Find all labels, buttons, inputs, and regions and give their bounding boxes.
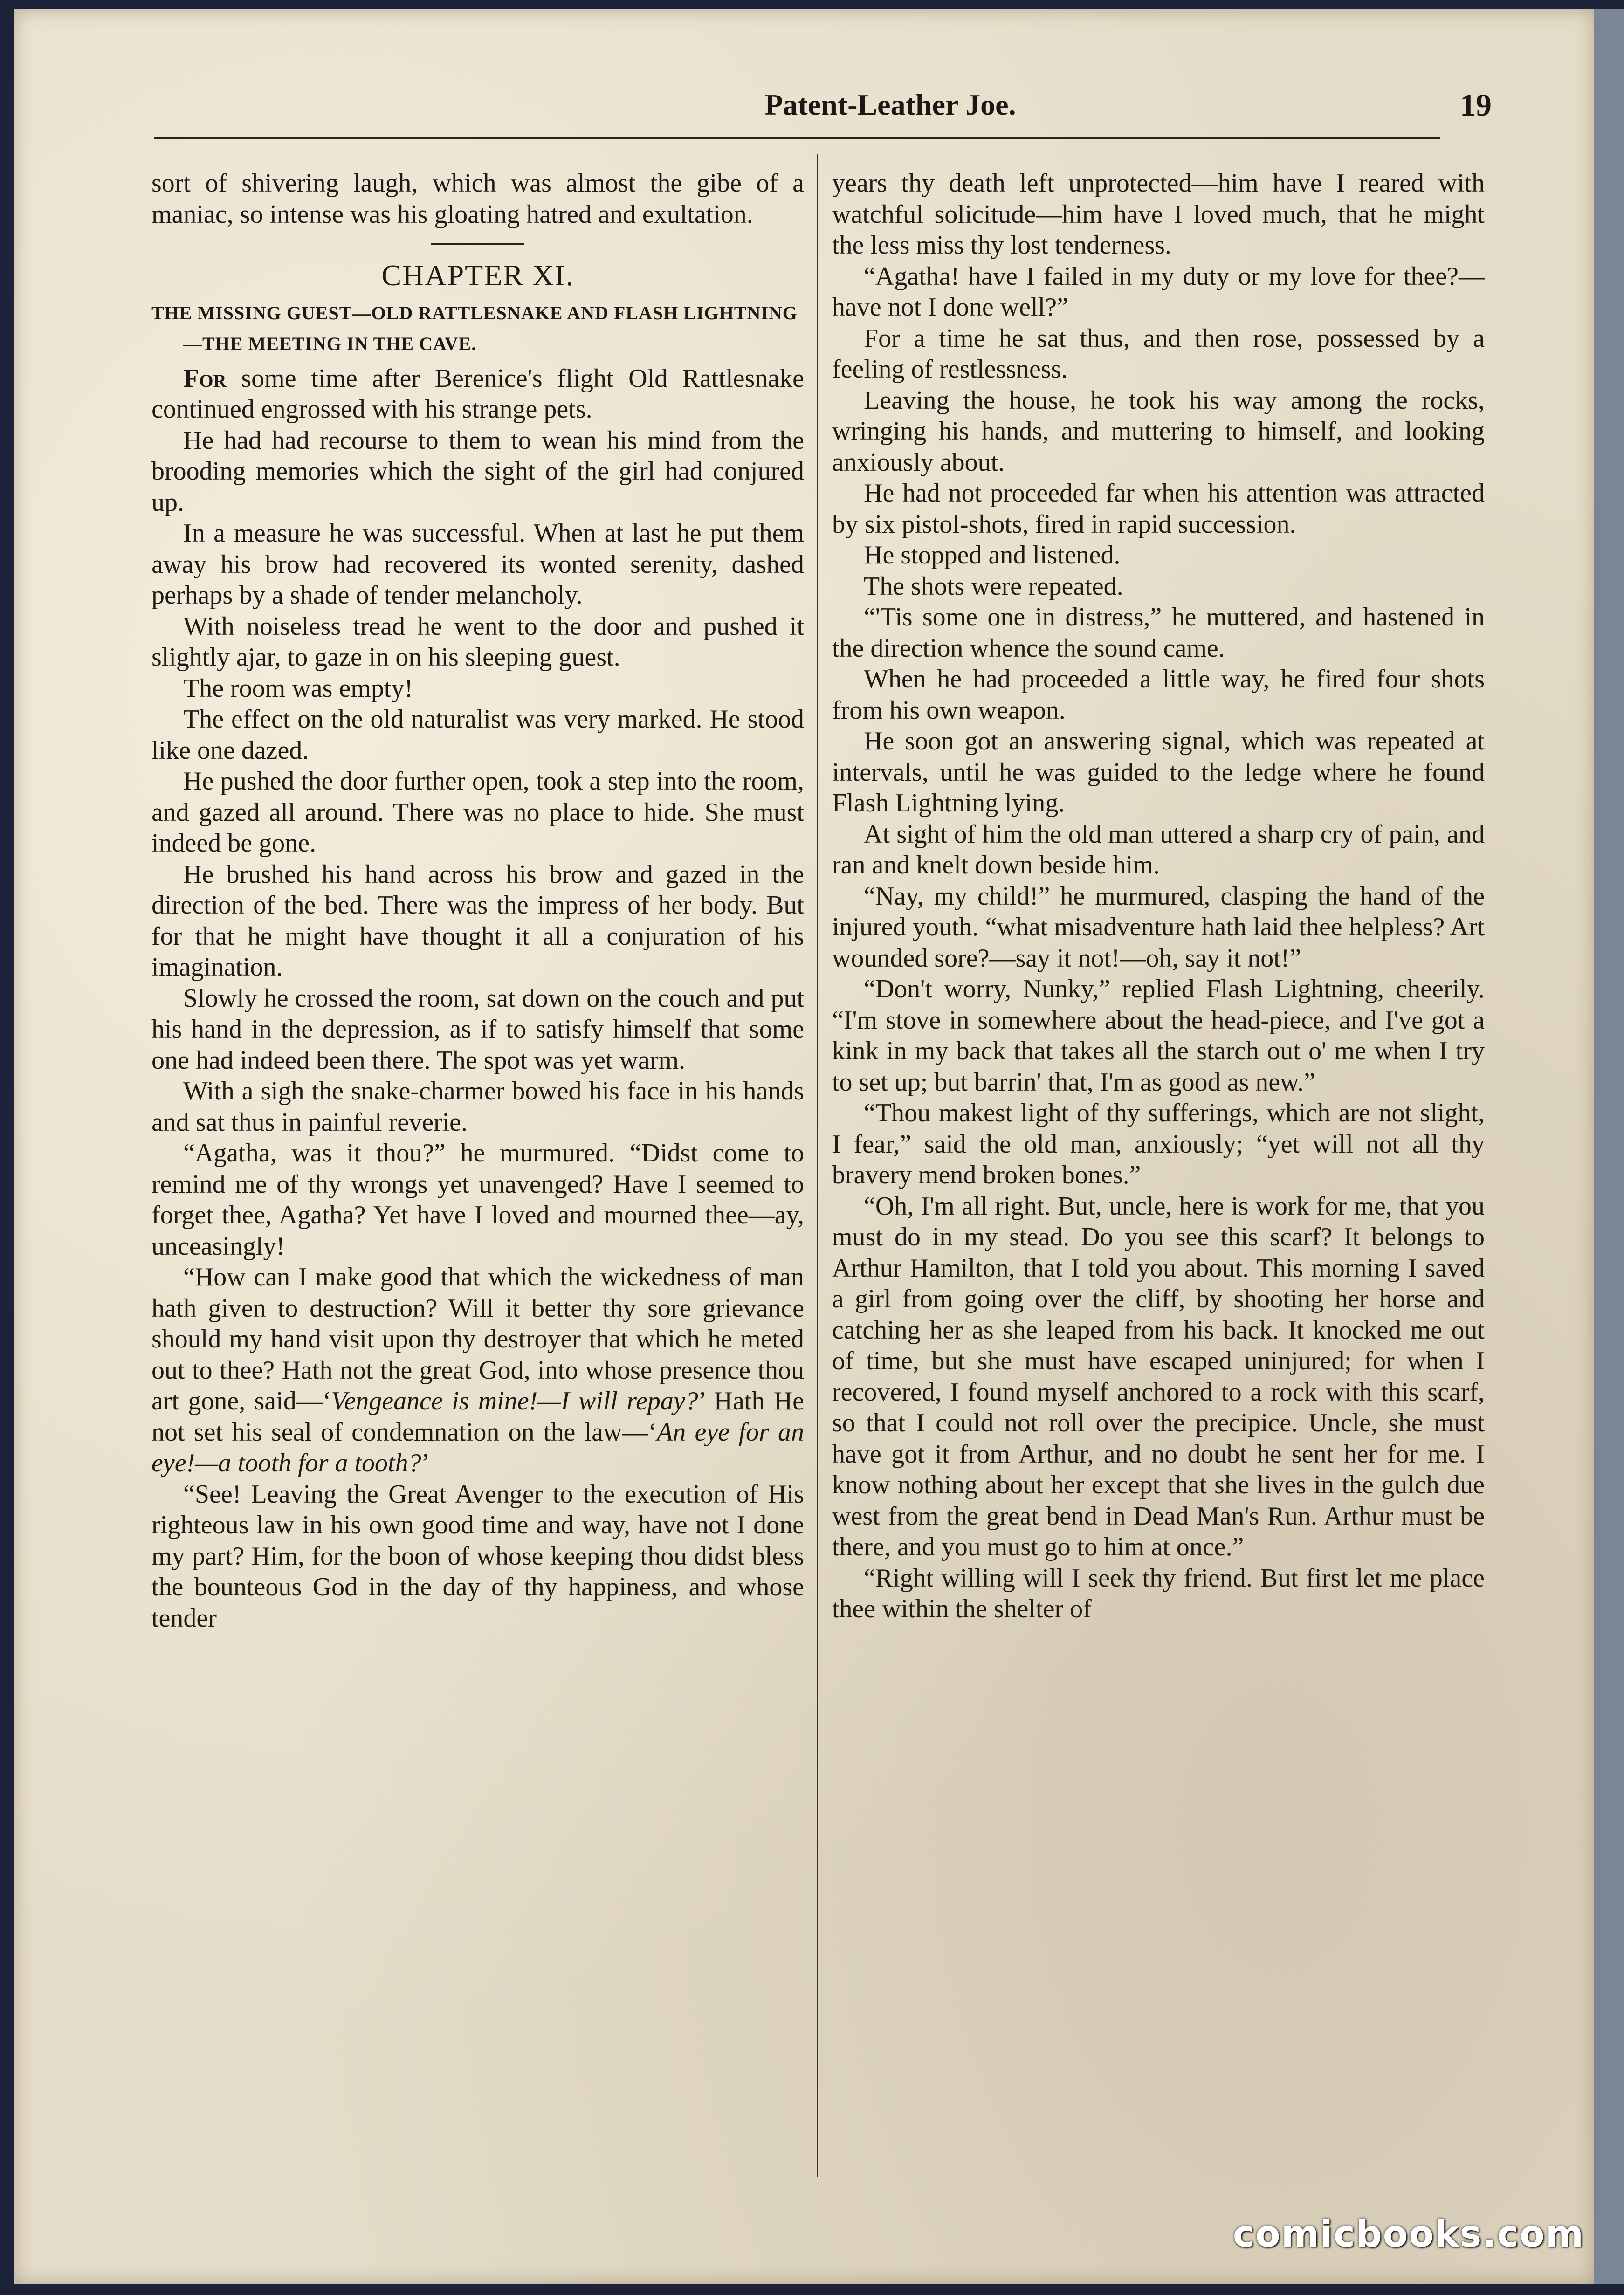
section-rule bbox=[431, 243, 524, 245]
chapter-title: CHAPTER XI. bbox=[381, 259, 574, 292]
paragraph: “Don't worry, Nunky,” replied Flash Lightning, cheerily. “I'm stove in somewhere about the head-piece, and I've got a kink in my back that takes all the starch out o' me when I try to set up; but barrin' that, I'm as good as new.” bbox=[832, 975, 1485, 1097]
paragraph: “Oh, I'm all right. But, uncle, here is work for me, that you must do in my stead. Do you see this scarf? It belongs to Arthur Hamilton, that I told you about. This morning I saved a girl from going over the cliff, by shooting her horse and catching her as she leaped from his back. It knocked me out of time, but she must have escaped uninjured; for when I recovered, I found myself anchored to a rock with this scarf, so that I could not roll over the precipice. Uncle, she must have got it from Arthur, and no doubt he sent her for me. I know nothing about her except that she lives in the gulch due west from the great bend in Dead Man's Run. Arthur must be there, and you must go to him at once.” bbox=[832, 1191, 1485, 1561]
running-title: Patent-Leather Joe. bbox=[764, 88, 1016, 121]
paragraph: He soon got an answering signal, which was repeated at intervals, until he was guided to the ledge where he found Flash Lightning lying. bbox=[832, 727, 1485, 818]
paragraph: Leaving the house, he took his way among the rocks, wringing his hands, and muttering to himself, and looking anxiously about. bbox=[832, 385, 1485, 477]
paragraph-lead-word: For bbox=[183, 364, 227, 393]
left-column bbox=[151, 168, 804, 1634]
paragraph-text: ’ Hath He not set his seal of condemnation on the law—‘ bbox=[151, 1387, 804, 1447]
paragraph: “Nay, my child!” he murmured, clasping the hand of the injured youth. “what misadventure hath laid thee helpless? Art wounded sore?—say it not!—oh, say it not!” bbox=[832, 881, 1485, 973]
paragraph: He brushed his hand across his brow and gazed in the direction of the bed. There was the impress of her body. But for that he might have thought it all a conjuration of his imagination. bbox=[151, 859, 804, 982]
quotation-italic: An eye for an eye!—a tooth for a tooth? bbox=[151, 1417, 805, 1477]
header-rule bbox=[154, 137, 1440, 139]
paragraph: “Thou makest light of thy sufferings, which are not slight, I fear,” said the old man, anxiously; “yet will not all thy bravery mend broken bones.” bbox=[832, 1099, 1485, 1189]
paragraph: With noiseless tread he went to the door and pushed it slightly ajar, to gaze in on his sleeping guest. bbox=[151, 612, 804, 672]
paragraph bbox=[151, 1262, 804, 1479]
paragraph: At sight of him the old man uttered a sharp cry of pain, and ran and knelt down beside him. bbox=[832, 819, 1485, 880]
page-header bbox=[140, 84, 1492, 135]
watermark: comicbooks.com bbox=[1232, 2213, 1584, 2255]
paragraph: When he had proceeded a little way, he fired four shots from his own weapon. bbox=[832, 665, 1485, 725]
paragraph: “See! Leaving the Great Avenger to the execution of His righteous law in his own good time and way, have not I done my part? Him, for the boon of whose keeping thou didst bless the bounteous God in the day of thy happiness, and whose tender bbox=[151, 1479, 804, 1633]
right-column bbox=[832, 168, 1485, 1625]
column-divider bbox=[817, 154, 818, 2177]
paragraph bbox=[151, 363, 804, 425]
paragraph: He had had recourse to them to wean his mind from the brooding memories which the sight of the girl had conjured up. bbox=[151, 426, 804, 517]
paragraph: “'Tis some one in distress,” he muttered, and hastened in the direction whence the sound came. bbox=[832, 603, 1485, 663]
paragraph-text: some time after Berenice's flight Old Rattlesnake continued engrossed with his strange pets. bbox=[151, 364, 804, 424]
paragraph: “Agatha! have I failed in my duty or my love for thee?—have not I done well?” bbox=[832, 261, 1485, 322]
paragraph: “Agatha, was it thou?” he murmured. “Didst come to remind me of thy wrongs yet unavenged? Have I seemed to forget thee, Agatha? Yet have I loved and mourned thee—ay, unceasingly! bbox=[151, 1139, 804, 1261]
paragraph: With a sigh the snake-charmer bowed his face in his hands and sat thus in painful reverie. bbox=[151, 1077, 804, 1137]
chapter-summary: THE MISSING GUEST—OLD RATTLESNAKE AND FLASH LIGHTNING—THE MEETING IN THE CAVE. bbox=[151, 302, 798, 354]
paragraph: In a measure he was successful. When at last he put them away his brow had recovered its wonted serenity, dashed perhaps by a shade of tender melancholy. bbox=[151, 519, 804, 610]
paragraph-text: “How can I make good that which the wickedness of man hath given to destruction? Will it better thy sore grievance should my hand visit upon thy destroyer that which he meted out to thee? Hath not the great God, into whose presence thou art gone, said—‘ bbox=[151, 1263, 804, 1415]
paragraph: Slowly he crossed the room, sat down on the couch and put his hand in the depression, as if to satisfy himself that some one had indeed been there. The spot was yet warm. bbox=[151, 983, 804, 1075]
paragraph: sort of shivering laugh, which was almost the gibe of a maniac, so intense was his gloating hatred and exultation. bbox=[151, 169, 804, 229]
paragraph: He had not proceeded far when his attention was attracted by six pistol-shots, fired in rapid succession. bbox=[832, 479, 1485, 539]
paragraph: He pushed the door further open, took a step into the room, and gazed all around. There was no place to hide. She must indeed be gone. bbox=[151, 767, 804, 858]
page-edge bbox=[1594, 9, 1624, 2284]
paragraph-text: ’ bbox=[421, 1449, 430, 1477]
paragraph: The effect on the old naturalist was very marked. He stood like one dazed. bbox=[151, 705, 804, 765]
quotation-italic: Vengeance is mine!—I will repay? bbox=[331, 1387, 698, 1415]
paragraph: The shots were repeated. bbox=[864, 571, 1123, 601]
paragraph: The room was empty! bbox=[183, 673, 413, 703]
paragraph: For a time he sat thus, and then rose, possessed by a feeling of restlessness. bbox=[832, 323, 1485, 384]
paragraph: years thy death left unprotected—him have I reared with watchful solicitude—him have I loved much, that he might the less miss thy lost tenderness. bbox=[832, 169, 1485, 260]
paragraph: “Right willing will I seek thy friend. But first let me place thee within the shelter of bbox=[832, 1563, 1485, 1623]
page-number: 19 bbox=[1460, 87, 1492, 123]
paragraph: He stopped and listened. bbox=[864, 541, 1121, 570]
